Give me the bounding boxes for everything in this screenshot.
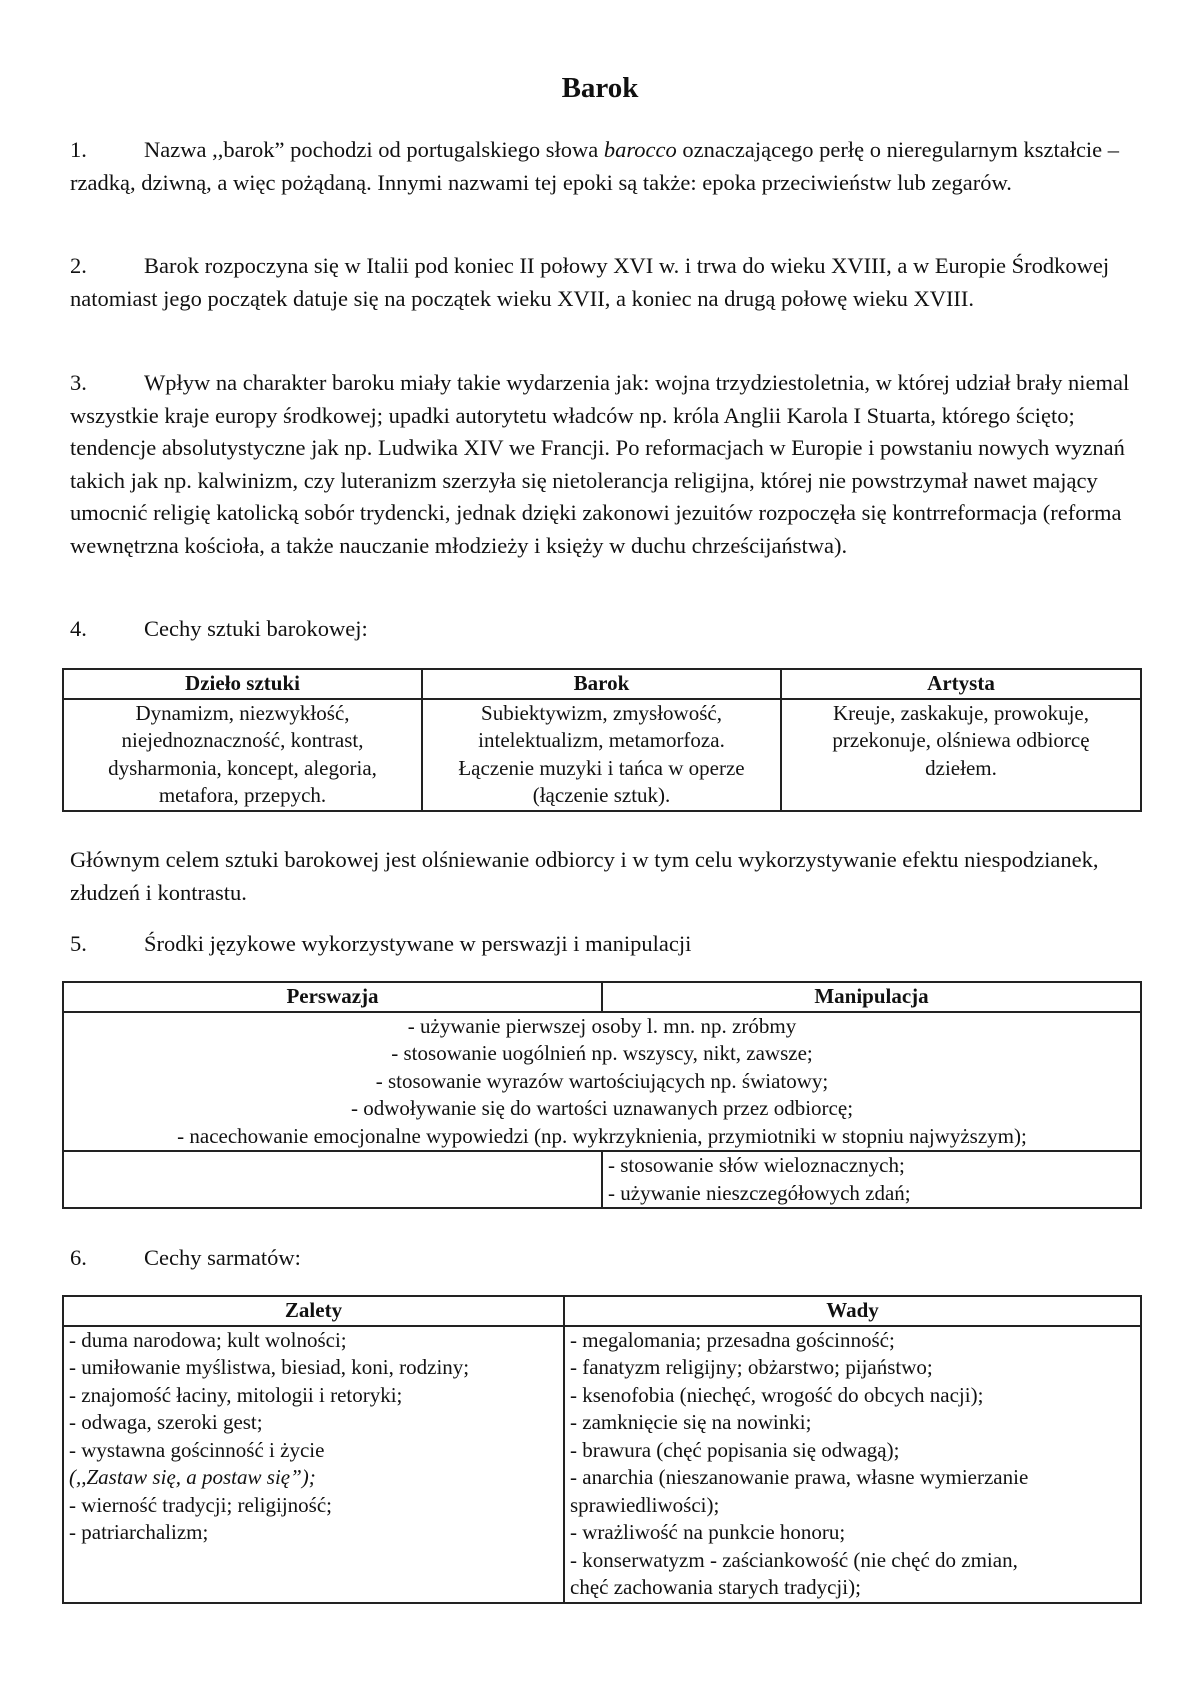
cell-line: - używanie nieszczegółowych zdań;	[608, 1180, 911, 1205]
cell-line: metafora, przepych.	[158, 783, 327, 807]
paragraph-number: 1.	[70, 137, 87, 162]
table-row	[63, 1326, 1141, 1603]
cell-line: przekonuje, olśniewa odbiorcę	[832, 728, 1090, 752]
page-title: Barok	[561, 72, 639, 104]
paragraph-2	[70, 250, 1138, 315]
paragraph-3	[70, 367, 1138, 562]
table-cell	[63, 699, 422, 811]
cell-line: - stosowanie wyrazów wartościujących np. światowy;	[375, 1068, 829, 1093]
cell-line: - anarchia (nieszanowanie prawa, własne wymierzanie	[570, 1465, 1029, 1489]
paragraph-text: oznaczającego perłę o nieregularnym kształcie – rzadką, dziwną, a więc pożądaną. Innymi nazwami tej epoki są także: epoka przeciwieństw lub zegarów.	[70, 137, 1120, 195]
paragraph-text: Wpływ na charakter baroku miały takie wydarzenia jak: wojna trzydziestoletnia, w której udział brały niemal wszystkie kraje europy środkowej; upadki autorytetu władców np. króla Anglii Karola I Stuarta, którego ścięto; tendencje absolutystyczne jak np. Ludwika XIV we Francji. Po reformacjach w Europie i powstaniu nowych wyznań takich jak np. kalwinizm, czy luteranizm szerzyła się nietolerancja religijna, której nie powstrzymał nawet mający umocnić religię katolicką sobór trydencki, jednak dzięki zakonowi jezuitów rozpoczęła się kontrreformacja (reforma wewnętrzna kościoła, a także nauczanie młodzieży i księży w duchu chrześcijaństwa).	[70, 370, 1130, 558]
paragraph-number: 6.	[70, 1245, 87, 1270]
section-title: Cechy sarmatów:	[144, 1245, 301, 1270]
paragraph-number: 4.	[70, 616, 87, 641]
table-cell	[602, 1151, 1141, 1208]
column-header: Manipulacja	[602, 982, 1141, 1012]
column-header: Zalety	[63, 1296, 564, 1326]
section-5-heading	[70, 928, 691, 960]
table-header-row	[63, 1296, 1141, 1326]
cell-line: Dynamizm, niezwykłość,	[135, 700, 350, 725]
art-features-table	[62, 668, 1142, 812]
persuasion-table	[62, 981, 1142, 1209]
cell-line: chęć zachowania starych tradycji);	[570, 1575, 861, 1599]
cell-line: (łączenie sztuk).	[532, 783, 671, 807]
cell-line: - wystawna gościnność i życie	[69, 1437, 325, 1462]
cell-line: - fanatyzm religijny; obżarstwo; pijaństwo;	[570, 1355, 933, 1379]
cell-line: - odwoływanie się do wartości uznawanych przez odbiorcę;	[350, 1096, 854, 1120]
cell-line: Łączenie muzyki i tańca w operze	[458, 755, 745, 780]
paragraph-number: 2.	[70, 253, 87, 278]
cell-line: - odwaga, szeroki gest;	[69, 1410, 263, 1434]
column-header: Perswazja	[63, 982, 602, 1012]
italic-term: barocco	[603, 137, 677, 162]
paragraph-goal: Głównym celem sztuki barokowej jest olśniewanie odbiorcy i w tym celu wykorzystywanie efektu niespodzianek, złudzeń i kontrastu.	[70, 847, 1099, 905]
section-title: Cechy sztuki barokowej:	[144, 616, 368, 641]
cell-line: - ksenofobia (niechęć, wrogość do obcych nacji);	[570, 1382, 984, 1407]
cell-line: - używanie pierwszej osoby l. mn. np. zróbmy	[407, 1013, 797, 1038]
paragraph-number: 3.	[70, 370, 87, 395]
paragraph-text: Nazwa ,,barok” pochodzi od portugalskiego słowa	[144, 137, 604, 162]
table-cell	[63, 1326, 564, 1603]
cell-line: sprawiedliwości);	[570, 1492, 720, 1517]
section-6-heading	[70, 1242, 301, 1274]
cell-line: intelektualizm, metamorfoza.	[478, 728, 725, 752]
column-header: Barok	[422, 669, 781, 699]
table-row	[63, 1012, 1141, 1152]
cell-line: - duma narodowa; kult wolności;	[69, 1327, 347, 1352]
section-4-heading	[70, 613, 368, 645]
cell-line: - brawura (chęć popisania się odwagą);	[570, 1437, 900, 1462]
column-header: Artysta	[781, 669, 1141, 699]
table-cell	[564, 1326, 1141, 1603]
table-header-row	[63, 669, 1141, 699]
cell-line: - stosowanie słów wieloznacznych;	[608, 1153, 905, 1177]
section-title: Środki językowe wykorzystywane w perswazji i manipulacji	[144, 931, 692, 956]
cell-line: (,,Zastaw się, a postaw się”);	[69, 1465, 316, 1489]
table-row	[63, 1151, 1141, 1208]
table-header-row	[63, 982, 1141, 1012]
table-row	[63, 699, 1141, 811]
cell-line: - stosowanie uogólnień np. wszyscy, nikt, zawsze;	[391, 1041, 813, 1065]
cell-line: - megalomania; przesadna gościnność;	[570, 1327, 895, 1352]
cell-line: Subiektywizm, zmysłowość,	[481, 700, 722, 725]
column-header: Wady	[564, 1296, 1141, 1326]
cell-line: - patriarchalizm;	[69, 1520, 209, 1544]
cell-line: dziełem.	[925, 755, 997, 780]
cell-line: - konserwatyzm - zaściankowość (nie chęć do zmian,	[570, 1547, 1018, 1572]
cell-line: niejednoznaczność, kontrast,	[121, 728, 364, 752]
column-header: Dzieło sztuki	[63, 669, 422, 699]
paragraph-1	[70, 134, 1138, 199]
sarmatian-traits-table	[62, 1295, 1142, 1604]
table-cell	[63, 1151, 602, 1208]
cell-line: - nacechowanie emocjonalne wypowiedzi (np. wykrzyknienia, przymiotniki w stopniu najwyższym);	[177, 1123, 1027, 1148]
paragraph-number: 5.	[70, 931, 87, 956]
cell-line: - zamknięcie się na nowinki;	[570, 1410, 812, 1434]
table-cell	[422, 699, 781, 811]
cell-line: - wrażliwość na punkcie honoru;	[570, 1520, 846, 1544]
cell-line: - wierność tradycji; religijność;	[69, 1492, 333, 1517]
cell-line: - znajomość łaciny, mitologii i retoryki;	[69, 1382, 403, 1407]
table-cell	[781, 699, 1141, 811]
cell-line: Kreuje, zaskakuje, prowokuje,	[833, 700, 1089, 725]
paragraph-text: Barok rozpoczyna się w Italii pod koniec II połowy XVI w. i trwa do wieku XVIII, a w Europie Środkowej natomiast jego początek datuje się na początek wieku XVII, a koniec na drugą połowę wieku XVIII.	[70, 253, 1110, 311]
cell-line: dysharmonia, koncept, alegoria,	[108, 755, 377, 780]
table-cell	[63, 1012, 1141, 1152]
cell-line: - umiłowanie myślistwa, biesiad, koni, rodziny;	[69, 1355, 470, 1379]
